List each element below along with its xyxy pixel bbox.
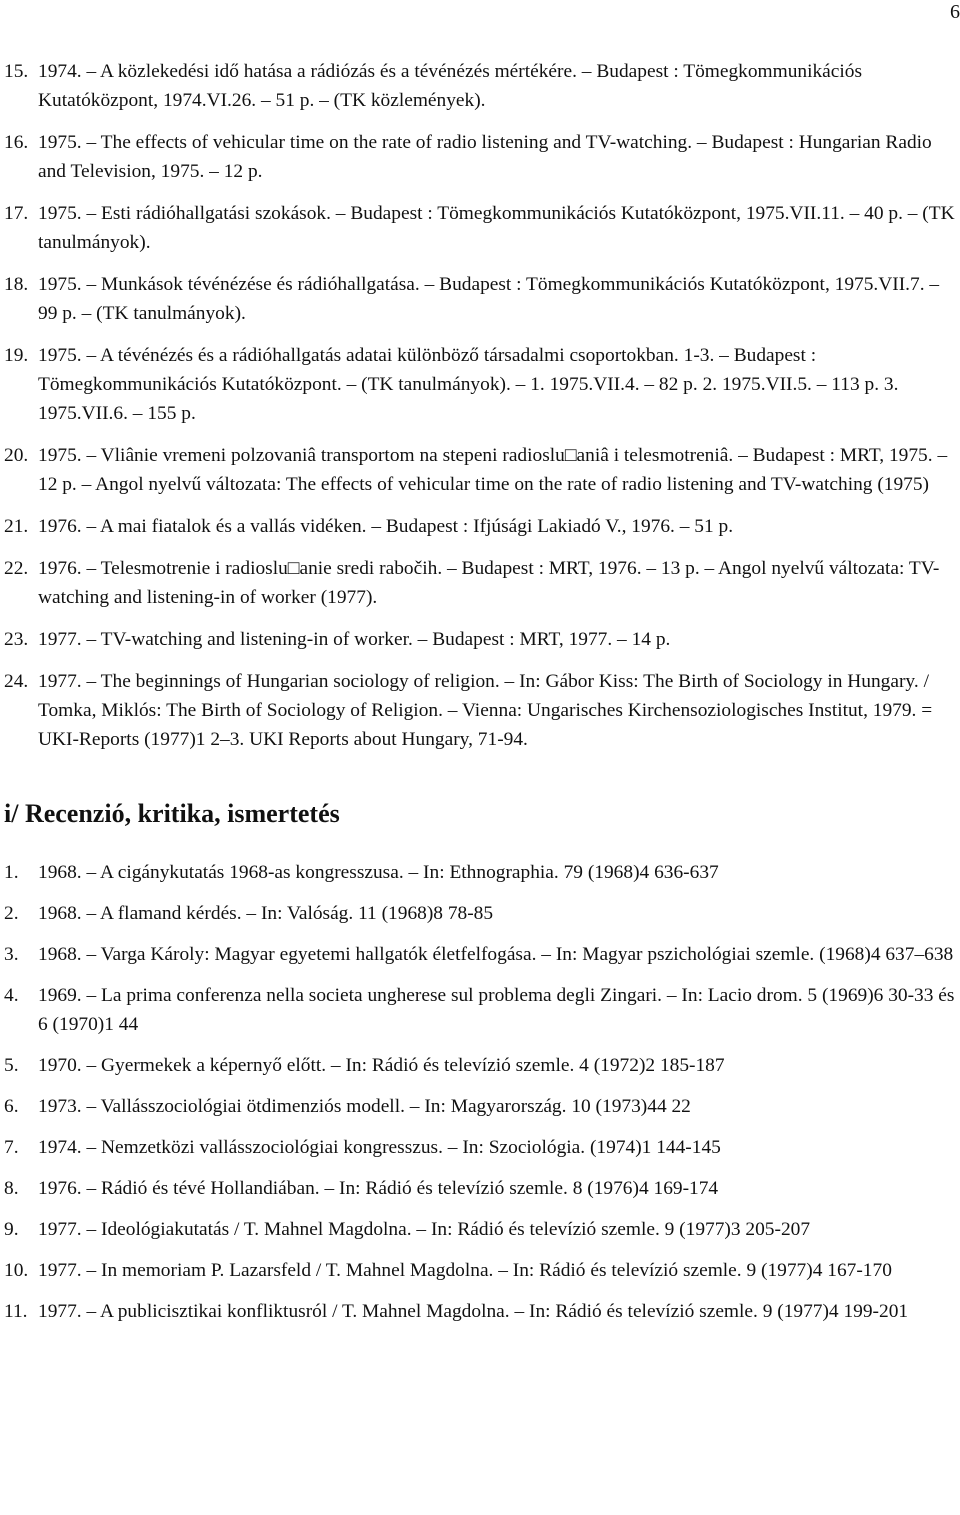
entry-number: 18. <box>4 274 29 295</box>
list-item <box>0 981 958 1039</box>
entry-text: 1975. – The effects of vehicular time on the rate of radio listening and TV-watching. – Budapest : Hungarian Radio and Television, 1975. – 12 p. <box>38 132 932 182</box>
entry-text: 1969. – La prima conferenza nella societa ungherese sul problema degli Zingari. – In: Lacio drom. 5 (1969)6 30-33 és 6 (1970)1 44 <box>38 985 955 1035</box>
entry-text: 1976. – A mai fiatalok és a vallás vidéken. – Budapest : Ifjúsági Lakiadó V., 1976. – 51 p. <box>38 516 734 537</box>
list-item <box>0 441 958 499</box>
list-item <box>0 199 958 257</box>
list-item <box>0 1256 958 1285</box>
list-item <box>0 858 958 887</box>
section-heading: i/ Recenzió, kritika, ismertetés <box>4 799 340 828</box>
entry-number: 15. <box>4 61 29 82</box>
entry-text: 1968. – A cigánykutatás 1968-as kongresszusa. – In: Ethnographia. 79 (1968)4 636-637 <box>38 862 719 883</box>
entry-number: 10. <box>4 1260 29 1281</box>
bibliography-list-reports <box>0 57 958 754</box>
entry-number: 16. <box>4 132 29 153</box>
entry-number: 4. <box>4 985 19 1006</box>
list-item <box>0 512 958 541</box>
entry-text: 1975. – Vliânie vremeni polzovaniâ transportom na stepeni radioslu□aniâ i telesmotreniâ. – Budapest : MRT, 1975. – 12 p. – Angol nyelvű változata: The effects of vehicular time on the rate of radio listening and TV-watching (1975) <box>38 445 948 495</box>
list-item <box>0 1174 958 1203</box>
entry-text: 1977. – The beginnings of Hungarian sociology of religion. – In: Gábor Kiss: The Birth of Sociology in Hungary. / Tomka, Miklós: The Birth of Sociology of Religion. – Vienna: Ungarisches Kirchensoziologisches Institut, 1979. = UKI-Reports (1977)1 2–3. UKI Reports about Hungary, 71-94. <box>38 671 933 750</box>
list-item <box>0 667 958 754</box>
list-item <box>0 625 958 654</box>
list-item <box>0 341 958 428</box>
entry-number: 17. <box>4 203 29 224</box>
entry-text: 1975. – Esti rádióhallgatási szokások. – Budapest : Tömegkommunikációs Kutatóközpont, 1975.VII.11. – 40 p. – (TK tanulmányok). <box>38 203 955 253</box>
entry-text: 1970. – Gyermekek a képernyő előtt. – In: Rádió és televízió szemle. 4 (1972)2 185-187 <box>38 1055 725 1076</box>
entry-text: 1975. – Munkások tévénézése és rádióhallgatása. – Budapest : Tömegkommunikációs Kutatóközpont, 1975.VII.7. – 99 p. – (TK tanulmányok). <box>38 274 940 324</box>
list-item <box>0 1092 958 1121</box>
page-number: 6 <box>950 1 960 23</box>
entry-number: 24. <box>4 671 29 692</box>
list-item <box>0 1133 958 1162</box>
entry-number: 8. <box>4 1178 19 1199</box>
entry-text: 1968. – A flamand kérdés. – In: Valóság. 11 (1968)8 78-85 <box>38 903 494 924</box>
list-item <box>0 940 958 969</box>
list-item <box>0 57 958 115</box>
entry-number: 2. <box>4 903 19 924</box>
entry-number: 23. <box>4 629 29 650</box>
list-item <box>0 899 958 928</box>
entry-text: 1977. – TV-watching and listening-in of worker. – Budapest : MRT, 1977. – 14 p. <box>38 629 671 650</box>
entry-number: 6. <box>4 1096 19 1117</box>
entry-number: 11. <box>4 1301 28 1322</box>
entry-text: 1977. – Ideológiakutatás / T. Mahnel Magdolna. – In: Rádió és televízió szemle. 9 (1977)3 205-207 <box>38 1219 811 1240</box>
entry-text: 1977. – A publicisztikai konfliktusról / T. Mahnel Magdolna. – In: Rádió és televízió szemle. 9 (1977)4 199-201 <box>38 1301 909 1322</box>
entry-number: 21. <box>4 516 29 537</box>
entry-text: 1977. – In memoriam P. Lazarsfeld / T. Mahnel Magdolna. – In: Rádió és televízió szemle. 9 (1977)4 167-170 <box>38 1260 892 1281</box>
list-item <box>0 554 958 612</box>
list-item <box>0 1051 958 1080</box>
entry-text: 1968. – Varga Károly: Magyar egyetemi hallgatók életfelfogása. – In: Magyar pszichológiai szemle. (1968)4 637–638 <box>38 944 954 965</box>
list-item <box>0 270 958 328</box>
entry-number: 22. <box>4 558 29 579</box>
entry-number: 1. <box>4 862 19 883</box>
entry-text: 1973. – Vallásszociológiai ötdimenziós modell. – In: Magyarország. 10 (1973)44 22 <box>38 1096 691 1117</box>
entry-text: 1976. – Rádió és tévé Hollandiában. – In: Rádió és televízió szemle. 8 (1976)4 169-174 <box>38 1178 719 1199</box>
entry-text: 1974. – Nemzetközi vallásszociológiai kongresszus. – In: Szociológia. (1974)1 144-145 <box>38 1137 721 1158</box>
entry-number: 7. <box>4 1137 19 1158</box>
entry-number: 9. <box>4 1219 19 1240</box>
entry-text: 1974. – A közlekedési idő hatása a rádiózás és a tévénézés mértékére. – Budapest : Tömegkommunikációs Kutatóközpont, 1974.VI.26. – 51 p. – (TK közlemények). <box>38 61 863 111</box>
entry-number: 19. <box>4 345 29 366</box>
list-item <box>0 1215 958 1244</box>
entry-number: 3. <box>4 944 19 965</box>
bibliography-list-reviews <box>0 858 958 1326</box>
entry-text: 1976. – Telesmotrenie i radioslu□anie sredi rabočih. – Budapest : MRT, 1976. – 13 p. – Angol nyelvű változata: TV-watching and listening-in of worker (1977). <box>38 558 940 608</box>
list-item <box>0 128 958 186</box>
entry-text: 1975. – A tévénézés és a rádióhallgatás adatai különböző társadalmi csoportokban. 1-3. – Budapest : Tömegkommunikációs Kutatóközpont. – (TK tanulmányok). – 1. 1975.VII.4. – 82 p. 2. 1975.VII.5. – 113 p. 3. 1975.VII.6. – 155 p. <box>38 345 899 424</box>
list-item <box>0 1297 958 1326</box>
entry-number: 5. <box>4 1055 19 1076</box>
entry-number: 20. <box>4 445 29 466</box>
document-body <box>0 57 958 1338</box>
